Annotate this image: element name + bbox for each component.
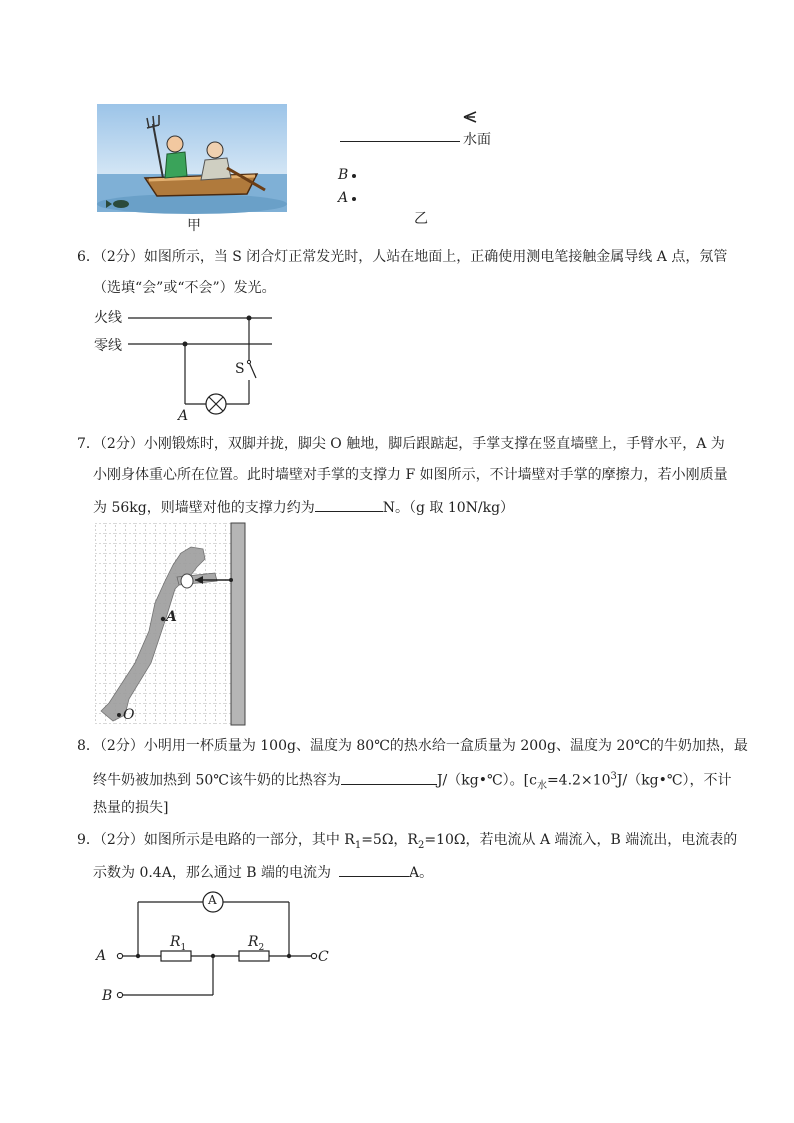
q7-grid-figure xyxy=(95,523,247,725)
boat-illustration xyxy=(97,104,287,212)
point-a-dot xyxy=(352,197,356,201)
q8-line3: 热量的损失] xyxy=(93,800,169,816)
point-b-label: B xyxy=(338,167,349,183)
q7-point-o-label: O xyxy=(123,707,135,723)
q9-r1-sub: 1 xyxy=(354,839,362,851)
q7-line3-pre: 为 56kg，则墙壁对他的支撑力约为 xyxy=(93,500,315,516)
q9-answer-blank[interactable] xyxy=(339,862,409,877)
q8-line2 xyxy=(93,768,732,795)
q6-circuit-figure xyxy=(90,304,290,424)
point-b-dot xyxy=(352,174,356,178)
terminal-a-label: A xyxy=(96,948,107,964)
q9-r2-sub: 2 xyxy=(417,839,425,851)
q9-line2-pre: 示数为 0.4A，那么通过 B 端的电流为 xyxy=(93,865,332,881)
q8-sup-3: 3 xyxy=(610,771,617,782)
q9-line2 xyxy=(93,862,433,882)
q8-line2-unit: J/（kg•℃）。[c xyxy=(436,772,537,789)
q7-line3 xyxy=(93,497,514,517)
q7-line1: 7．（2分）小刚锻炼时，双脚并拢，脚尖 O 触地，脚后跟踮起，手掌支撑在竖直墙壁上，手臂水平，A 为 xyxy=(77,436,725,452)
q9-line2-post: A。 xyxy=(409,865,434,881)
caption-jia: 甲 xyxy=(187,218,201,234)
q8-sub-water: 水 xyxy=(536,780,547,792)
ammeter-label: A xyxy=(208,893,217,907)
water-surface-line xyxy=(340,141,460,142)
q9-line1-pre: 9．（2分）如图所示是电路的一部分，其中 R xyxy=(77,832,355,848)
q7-line3-post: N。（g 取 10N/kg） xyxy=(382,500,515,516)
q8-line2-post: J/（kg•℃），不计 xyxy=(616,772,732,789)
caption-yi: 乙 xyxy=(414,211,428,227)
q8-line2-pre: 终牛奶被加热到 50℃该牛奶的比热容为 xyxy=(93,772,341,789)
q9-line1-post: =10Ω，若电流从 A 端流入，B 端流出，电流表的 xyxy=(424,832,738,848)
q9-line1-mid: =5Ω，R xyxy=(361,832,418,848)
r2-label: $R_2$ xyxy=(248,934,265,953)
q7-line2: 小刚身体重心所在位置。此时墙壁对手掌的支撑力 F 如图所示，不计墙壁对手掌的摩擦力，若小刚质量 xyxy=(93,467,728,483)
q8-answer-blank[interactable] xyxy=(341,770,437,785)
eye-icon xyxy=(462,110,480,124)
q8-line2-mid: =4.2×10 xyxy=(546,772,611,789)
neutral-wire-label: 零线 xyxy=(94,338,122,354)
terminal-c-label: C xyxy=(318,949,329,965)
r1-label: $R_1$ xyxy=(170,934,187,953)
q7-point-a-label: A xyxy=(166,609,177,625)
q6-line2: （选填“会”或“不会”）发光。 xyxy=(93,280,276,296)
point-a-label-q6: A xyxy=(178,408,189,424)
q7-answer-blank[interactable] xyxy=(315,497,383,512)
live-wire-label: 火线 xyxy=(94,310,122,326)
water-surface-label: 水面 xyxy=(463,132,491,148)
q9-line1 xyxy=(77,831,737,855)
switch-label: S xyxy=(235,361,245,377)
q9-circuit-figure xyxy=(92,888,332,1008)
terminal-b-label: B xyxy=(102,988,113,1004)
q6-line1: 6．（2分）如图所示，当 S 闭合灯正常发光时，人站在地面上，正确使用测电笔接触金属导线 A 点，氖管 xyxy=(77,249,728,265)
q8-line1: 8．（2分）小明用一杯质量为 100g、温度为 80℃的热水给一盒质量为 200g、温度为 20℃的牛奶加热，最 xyxy=(77,738,748,754)
point-a-label: A xyxy=(338,190,349,206)
